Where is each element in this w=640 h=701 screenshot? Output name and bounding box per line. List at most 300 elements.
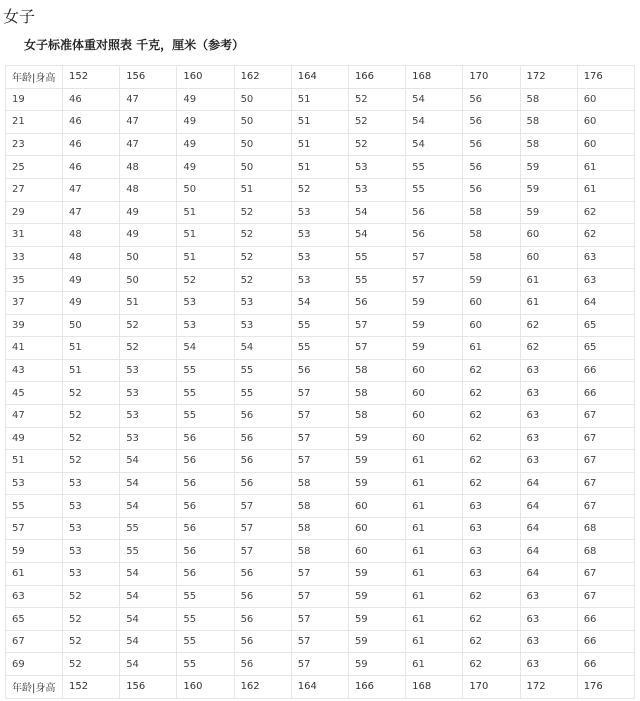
table-cell: 52 <box>63 382 120 405</box>
row-label-cell: 29 <box>6 201 63 224</box>
table-cell: 62 <box>463 359 520 382</box>
table-cell: 57 <box>406 246 463 269</box>
row-label-cell: 33 <box>6 246 63 269</box>
table-cell: 59 <box>348 563 405 586</box>
table-cell: 164 <box>291 66 348 89</box>
table-cell: 60 <box>348 540 405 563</box>
table-cell: 61 <box>406 563 463 586</box>
table-cell: 52 <box>63 585 120 608</box>
row-label-cell: 65 <box>6 608 63 631</box>
table-cell: 61 <box>406 608 463 631</box>
table-cell: 170 <box>463 66 520 89</box>
table-cell: 67 <box>577 495 634 518</box>
table-cell: 49 <box>63 291 120 314</box>
table-cell: 57 <box>291 382 348 405</box>
table-cell: 62 <box>577 201 634 224</box>
table-cell: 55 <box>177 653 234 676</box>
table-cell: 53 <box>63 540 120 563</box>
table-cell: 63 <box>520 608 577 631</box>
row-label-cell: 31 <box>6 224 63 247</box>
table-cell: 61 <box>406 450 463 473</box>
table-cell: 57 <box>291 585 348 608</box>
table-row <box>6 178 635 201</box>
table-cell: 53 <box>291 269 348 292</box>
table-cell: 62 <box>463 404 520 427</box>
table-cell: 52 <box>63 630 120 653</box>
table-cell: 59 <box>348 427 405 450</box>
table-cell: 51 <box>177 201 234 224</box>
table-cell: 56 <box>177 472 234 495</box>
table-cell: 55 <box>291 314 348 337</box>
row-label-cell: 51 <box>6 450 63 473</box>
table-cell: 59 <box>348 585 405 608</box>
table-cell: 60 <box>577 88 634 111</box>
table-cell: 56 <box>463 111 520 134</box>
table-cell: 62 <box>577 224 634 247</box>
table-cell: 55 <box>177 630 234 653</box>
table-cell: 57 <box>234 540 291 563</box>
table-cell: 66 <box>577 653 634 676</box>
table-cell: 47 <box>120 111 177 134</box>
row-label-cell: 69 <box>6 653 63 676</box>
table-cell: 58 <box>291 472 348 495</box>
table-cell: 62 <box>463 427 520 450</box>
table-cell: 62 <box>463 608 520 631</box>
table-cell: 57 <box>291 427 348 450</box>
table-row <box>6 201 635 224</box>
table-row <box>6 472 635 495</box>
row-label-cell: 19 <box>6 88 63 111</box>
table-cell: 58 <box>348 382 405 405</box>
table-row <box>6 156 635 179</box>
table-cell: 57 <box>291 653 348 676</box>
table-cell: 46 <box>63 133 120 156</box>
table-cell: 60 <box>406 427 463 450</box>
table-cell: 62 <box>520 314 577 337</box>
table-cell: 52 <box>63 653 120 676</box>
table-cell: 50 <box>177 178 234 201</box>
table-cell: 56 <box>291 359 348 382</box>
table-cell: 59 <box>520 156 577 179</box>
table-cell: 51 <box>177 224 234 247</box>
row-label-cell: 25 <box>6 156 63 179</box>
table-cell: 52 <box>234 269 291 292</box>
table-cell: 58 <box>463 246 520 269</box>
page-title: 女子 <box>3 7 36 26</box>
table-cell: 56 <box>177 540 234 563</box>
table-cell: 63 <box>520 653 577 676</box>
table-cell: 52 <box>63 427 120 450</box>
table-cell: 56 <box>234 585 291 608</box>
table-cell: 49 <box>177 133 234 156</box>
table-cell: 56 <box>348 291 405 314</box>
table-cell: 59 <box>348 653 405 676</box>
table-cell: 55 <box>348 269 405 292</box>
table-cell: 57 <box>234 517 291 540</box>
table-row <box>6 630 635 653</box>
table-cell: 60 <box>577 133 634 156</box>
table-cell: 64 <box>520 472 577 495</box>
row-label-cell: 43 <box>6 359 63 382</box>
table-row <box>6 450 635 473</box>
table-cell: 55 <box>348 246 405 269</box>
table-cell: 53 <box>63 517 120 540</box>
table-cell: 57 <box>291 450 348 473</box>
table-cell: 57 <box>291 563 348 586</box>
table-cell: 49 <box>120 201 177 224</box>
table-cell: 51 <box>291 88 348 111</box>
table-header-row <box>6 66 635 89</box>
table-cell: 55 <box>234 359 291 382</box>
table-cell: 59 <box>348 450 405 473</box>
table-cell: 54 <box>348 201 405 224</box>
table-row <box>6 563 635 586</box>
table-cell: 56 <box>463 178 520 201</box>
table-row <box>6 653 635 676</box>
table-cell: 54 <box>120 585 177 608</box>
table-cell: 63 <box>577 269 634 292</box>
table-cell: 53 <box>291 246 348 269</box>
table-cell: 61 <box>406 495 463 518</box>
table-cell: 46 <box>63 156 120 179</box>
table-body <box>6 66 635 699</box>
table-cell: 63 <box>520 585 577 608</box>
table-cell: 53 <box>348 156 405 179</box>
table-cell: 53 <box>234 314 291 337</box>
table-cell: 55 <box>234 382 291 405</box>
table-cell: 56 <box>234 404 291 427</box>
table-cell: 61 <box>520 291 577 314</box>
table-cell: 61 <box>406 653 463 676</box>
table-cell: 60 <box>577 111 634 134</box>
row-label-cell: 27 <box>6 178 63 201</box>
table-row <box>6 427 635 450</box>
table-cell: 53 <box>63 563 120 586</box>
table-row <box>6 540 635 563</box>
table-cell: 55 <box>177 585 234 608</box>
row-label-cell: 67 <box>6 630 63 653</box>
table-cell: 56 <box>234 630 291 653</box>
table-cell: 61 <box>406 517 463 540</box>
table-cell: 52 <box>291 178 348 201</box>
table-cell: 67 <box>577 427 634 450</box>
table-cell: 56 <box>177 450 234 473</box>
table-cell: 59 <box>348 608 405 631</box>
table-cell: 50 <box>120 246 177 269</box>
table-row <box>6 337 635 360</box>
table-cell: 52 <box>234 224 291 247</box>
row-label-cell: 55 <box>6 495 63 518</box>
table-cell: 160 <box>177 676 234 699</box>
table-cell: 55 <box>177 382 234 405</box>
table-cell: 53 <box>120 359 177 382</box>
table-cell: 57 <box>291 404 348 427</box>
table-cell: 50 <box>234 133 291 156</box>
table-cell: 59 <box>520 201 577 224</box>
table-cell: 52 <box>234 246 291 269</box>
row-label-cell: 45 <box>6 382 63 405</box>
row-label-cell: 23 <box>6 133 63 156</box>
table-cell: 64 <box>520 563 577 586</box>
table-cell: 56 <box>234 450 291 473</box>
table-cell: 66 <box>577 630 634 653</box>
table-cell: 56 <box>406 224 463 247</box>
table-cell: 59 <box>348 630 405 653</box>
table-cell: 55 <box>406 178 463 201</box>
table-cell: 59 <box>406 314 463 337</box>
table-cell: 60 <box>406 404 463 427</box>
row-label-cell: 57 <box>6 517 63 540</box>
table-cell: 46 <box>63 111 120 134</box>
table-cell: 54 <box>234 337 291 360</box>
table-cell: 53 <box>120 404 177 427</box>
table-cell: 52 <box>120 314 177 337</box>
table-row <box>6 111 635 134</box>
table-cell: 60 <box>406 359 463 382</box>
table-cell: 56 <box>234 472 291 495</box>
table-cell: 170 <box>463 676 520 699</box>
table-cell: 66 <box>577 608 634 631</box>
table-cell: 55 <box>120 540 177 563</box>
table-row <box>6 291 635 314</box>
row-label-cell: 35 <box>6 269 63 292</box>
table-cell: 54 <box>406 111 463 134</box>
table-cell: 52 <box>63 404 120 427</box>
table-cell: 58 <box>463 224 520 247</box>
row-label-cell: 年龄|身高 <box>6 676 63 699</box>
table-cell: 67 <box>577 450 634 473</box>
table-cell: 58 <box>348 404 405 427</box>
table-cell: 61 <box>406 540 463 563</box>
table-cell: 58 <box>520 111 577 134</box>
table-cell: 63 <box>520 359 577 382</box>
table-cell: 59 <box>406 291 463 314</box>
table-cell: 64 <box>520 517 577 540</box>
table-cell: 63 <box>577 246 634 269</box>
table-cell: 63 <box>463 540 520 563</box>
table-cell: 51 <box>234 178 291 201</box>
table-cell: 58 <box>291 540 348 563</box>
table-cell: 50 <box>120 269 177 292</box>
table-cell: 67 <box>577 404 634 427</box>
table-cell: 66 <box>577 382 634 405</box>
table-cell: 68 <box>577 517 634 540</box>
table-cell: 56 <box>177 427 234 450</box>
table-cell: 50 <box>234 88 291 111</box>
table-row <box>6 224 635 247</box>
table-cell: 172 <box>520 66 577 89</box>
table-cell: 152 <box>63 676 120 699</box>
table-cell: 57 <box>348 337 405 360</box>
table-cell: 54 <box>177 337 234 360</box>
table-cell: 52 <box>234 201 291 224</box>
table-cell: 57 <box>234 495 291 518</box>
table-cell: 164 <box>291 676 348 699</box>
row-label-cell: 59 <box>6 540 63 563</box>
table-cell: 47 <box>120 88 177 111</box>
table-cell: 60 <box>463 291 520 314</box>
table-caption: 女子标准体重对照表 千克，厘米（参考） <box>24 38 245 52</box>
table-cell: 58 <box>291 495 348 518</box>
table-cell: 156 <box>120 676 177 699</box>
table-cell: 61 <box>520 269 577 292</box>
table-cell: 58 <box>520 133 577 156</box>
table-cell: 53 <box>120 427 177 450</box>
table-cell: 59 <box>520 178 577 201</box>
table-cell: 48 <box>120 178 177 201</box>
table-cell: 60 <box>520 246 577 269</box>
table-cell: 61 <box>406 630 463 653</box>
table-cell: 47 <box>63 201 120 224</box>
table-cell: 54 <box>406 88 463 111</box>
table-row <box>6 495 635 518</box>
table-cell: 60 <box>406 382 463 405</box>
table-cell: 63 <box>520 404 577 427</box>
table-cell: 56 <box>463 156 520 179</box>
table-row <box>6 404 635 427</box>
table-cell: 61 <box>406 585 463 608</box>
table-cell: 56 <box>463 133 520 156</box>
table-cell: 53 <box>120 382 177 405</box>
table-cell: 49 <box>177 111 234 134</box>
table-cell: 57 <box>291 608 348 631</box>
table-cell: 60 <box>348 517 405 540</box>
table-cell: 67 <box>577 472 634 495</box>
table-cell: 51 <box>291 156 348 179</box>
table-cell: 66 <box>577 359 634 382</box>
table-cell: 63 <box>520 382 577 405</box>
table-cell: 56 <box>463 88 520 111</box>
table-cell: 54 <box>120 563 177 586</box>
row-label-cell: 年龄|身高 <box>6 66 63 89</box>
table-cell: 48 <box>63 224 120 247</box>
table-cell: 52 <box>348 133 405 156</box>
table-cell: 58 <box>463 201 520 224</box>
table-cell: 55 <box>177 359 234 382</box>
table-cell: 166 <box>348 676 405 699</box>
table-cell: 58 <box>291 517 348 540</box>
table-cell: 54 <box>120 472 177 495</box>
table-cell: 152 <box>63 66 120 89</box>
table-cell: 67 <box>577 585 634 608</box>
table-cell: 51 <box>63 359 120 382</box>
table-cell: 61 <box>577 178 634 201</box>
table-row <box>6 133 635 156</box>
row-label-cell: 63 <box>6 585 63 608</box>
table-cell: 55 <box>406 156 463 179</box>
table-cell: 53 <box>63 495 120 518</box>
table-cell: 50 <box>63 314 120 337</box>
table-footer-row <box>6 676 635 699</box>
table-row <box>6 359 635 382</box>
table-cell: 160 <box>177 66 234 89</box>
table-cell: 62 <box>463 472 520 495</box>
table-cell: 63 <box>463 517 520 540</box>
table-cell: 62 <box>463 450 520 473</box>
table-cell: 52 <box>177 269 234 292</box>
table-row <box>6 246 635 269</box>
table-row <box>6 585 635 608</box>
table-cell: 65 <box>577 314 634 337</box>
table-cell: 57 <box>406 269 463 292</box>
row-label-cell: 39 <box>6 314 63 337</box>
table-row <box>6 314 635 337</box>
table-cell: 63 <box>520 450 577 473</box>
table-cell: 54 <box>348 224 405 247</box>
table-cell: 59 <box>406 337 463 360</box>
table-cell: 172 <box>520 676 577 699</box>
table-cell: 53 <box>234 291 291 314</box>
row-label-cell: 53 <box>6 472 63 495</box>
table-cell: 48 <box>120 156 177 179</box>
table-cell: 61 <box>577 156 634 179</box>
table-cell: 51 <box>120 291 177 314</box>
table-cell: 67 <box>577 563 634 586</box>
table-cell: 156 <box>120 66 177 89</box>
table-cell: 56 <box>234 427 291 450</box>
table-cell: 60 <box>520 224 577 247</box>
table-cell: 60 <box>348 495 405 518</box>
table-cell: 52 <box>63 608 120 631</box>
table-cell: 54 <box>291 291 348 314</box>
table-cell: 56 <box>177 563 234 586</box>
table-cell: 52 <box>348 88 405 111</box>
table-cell: 57 <box>348 314 405 337</box>
table-cell: 62 <box>463 585 520 608</box>
table-cell: 62 <box>520 337 577 360</box>
table-cell: 54 <box>120 450 177 473</box>
table-cell: 55 <box>120 517 177 540</box>
table-row <box>6 382 635 405</box>
table-cell: 54 <box>406 133 463 156</box>
table-row <box>6 88 635 111</box>
table-cell: 48 <box>63 246 120 269</box>
table-cell: 55 <box>177 608 234 631</box>
table-cell: 64 <box>520 495 577 518</box>
table-cell: 64 <box>577 291 634 314</box>
table-cell: 162 <box>234 66 291 89</box>
table-cell: 162 <box>234 676 291 699</box>
table-cell: 56 <box>177 517 234 540</box>
table-cell: 54 <box>120 653 177 676</box>
table-cell: 51 <box>291 133 348 156</box>
table-cell: 55 <box>291 337 348 360</box>
table-cell: 47 <box>120 133 177 156</box>
table-row <box>6 608 635 631</box>
row-label-cell: 37 <box>6 291 63 314</box>
table-cell: 52 <box>348 111 405 134</box>
table-cell: 58 <box>348 359 405 382</box>
table-cell: 168 <box>406 66 463 89</box>
table-cell: 62 <box>463 653 520 676</box>
table-cell: 64 <box>520 540 577 563</box>
table-cell: 53 <box>177 291 234 314</box>
table-cell: 53 <box>63 472 120 495</box>
row-label-cell: 21 <box>6 111 63 134</box>
row-label-cell: 49 <box>6 427 63 450</box>
row-label-cell: 41 <box>6 337 63 360</box>
table-cell: 56 <box>234 653 291 676</box>
table-cell: 62 <box>463 382 520 405</box>
table-cell: 58 <box>520 88 577 111</box>
table-cell: 56 <box>234 563 291 586</box>
row-label-cell: 61 <box>6 563 63 586</box>
table-cell: 176 <box>577 676 634 699</box>
table-cell: 49 <box>120 224 177 247</box>
table-cell: 52 <box>120 337 177 360</box>
table-cell: 51 <box>177 246 234 269</box>
weight-table <box>5 65 635 699</box>
